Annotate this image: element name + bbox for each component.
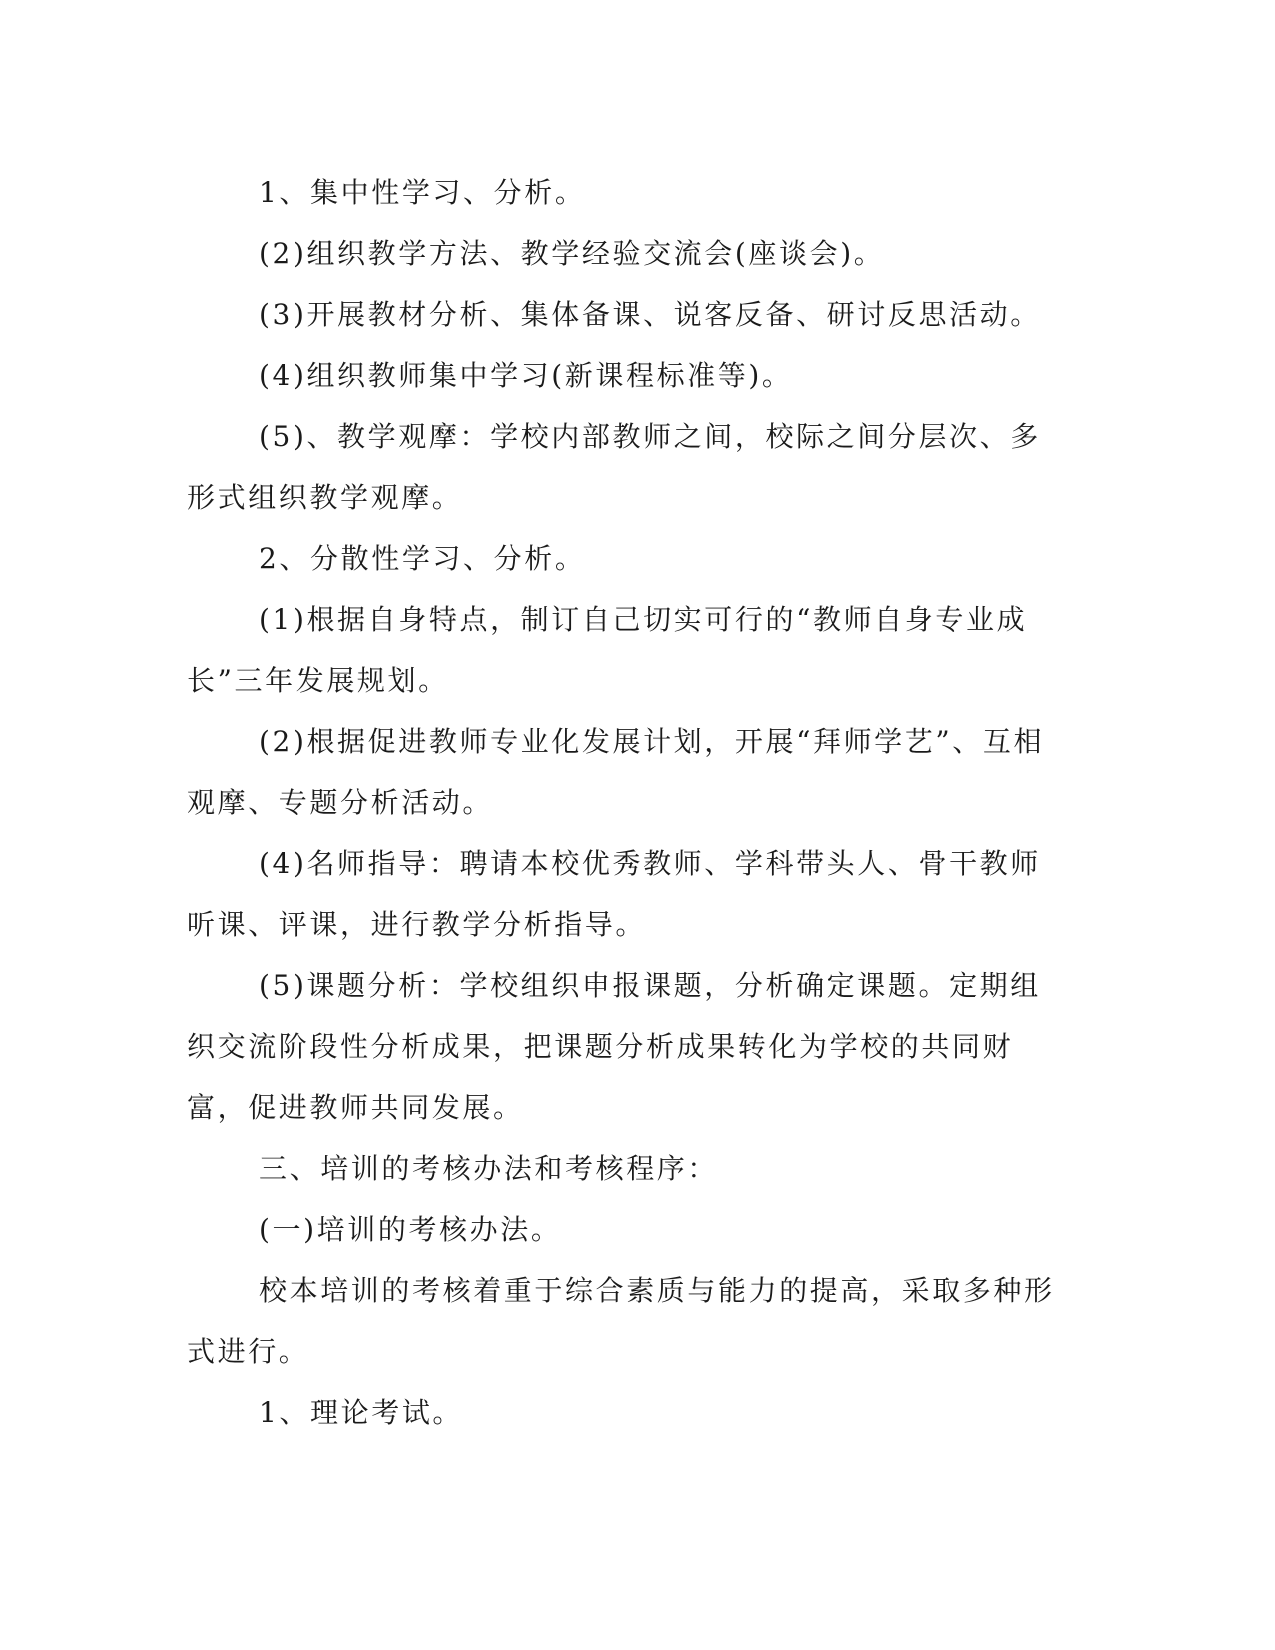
paragraph-12: (一)培训的考核办法。 — [259, 1213, 562, 1246]
paragraph-10: (5)课题分析：学校组织申报课题，分析确定课题。定期组织交流阶段性分析成果，把课题分析成果转化为学校的共同财富，促进教师共同发展。 — [187, 969, 1041, 1124]
paragraph-1: 1、集中性学习、分析。 — [259, 176, 586, 209]
paragraph-11: 三、培训的考核办法和考核程序： — [259, 1152, 719, 1185]
paragraph-14: 1、理论考试。 — [259, 1396, 464, 1429]
paragraph-2: (2)组织教学方法、教学经验交流会(座谈会)。 — [259, 237, 885, 270]
paragraph-9: (4)名师指导：聘请本校优秀教师、学科带头人、骨干教师听课、评课，进行教学分析指导。 — [187, 847, 1041, 941]
paragraph-5: (5)、教学观摩：学校内部教师之间，校际之间分层次、多形式组织教学观摩。 — [187, 420, 1041, 514]
paragraph-8: (2)根据促进教师专业化发展计划，开展“拜师学艺”、互相观摩、专题分析活动。 — [187, 725, 1045, 819]
paragraph-4: (4)组织教师集中学习(新课程标准等)。 — [259, 359, 793, 392]
paragraph-3: (3)开展教材分析、集体备课、说客反备、研讨反思活动。 — [259, 298, 1041, 331]
paragraph-13: 校本培训的考核着重于综合素质与能力的提高，采取多种形式进行。 — [187, 1274, 1055, 1368]
paragraph-6: 2、分散性学习、分析。 — [259, 542, 586, 575]
document-body — [187, 162, 1067, 1443]
paragraph-7: (1)根据自身特点，制订自己切实可行的“教师自身专业成长”三年发展规划。 — [187, 603, 1028, 697]
